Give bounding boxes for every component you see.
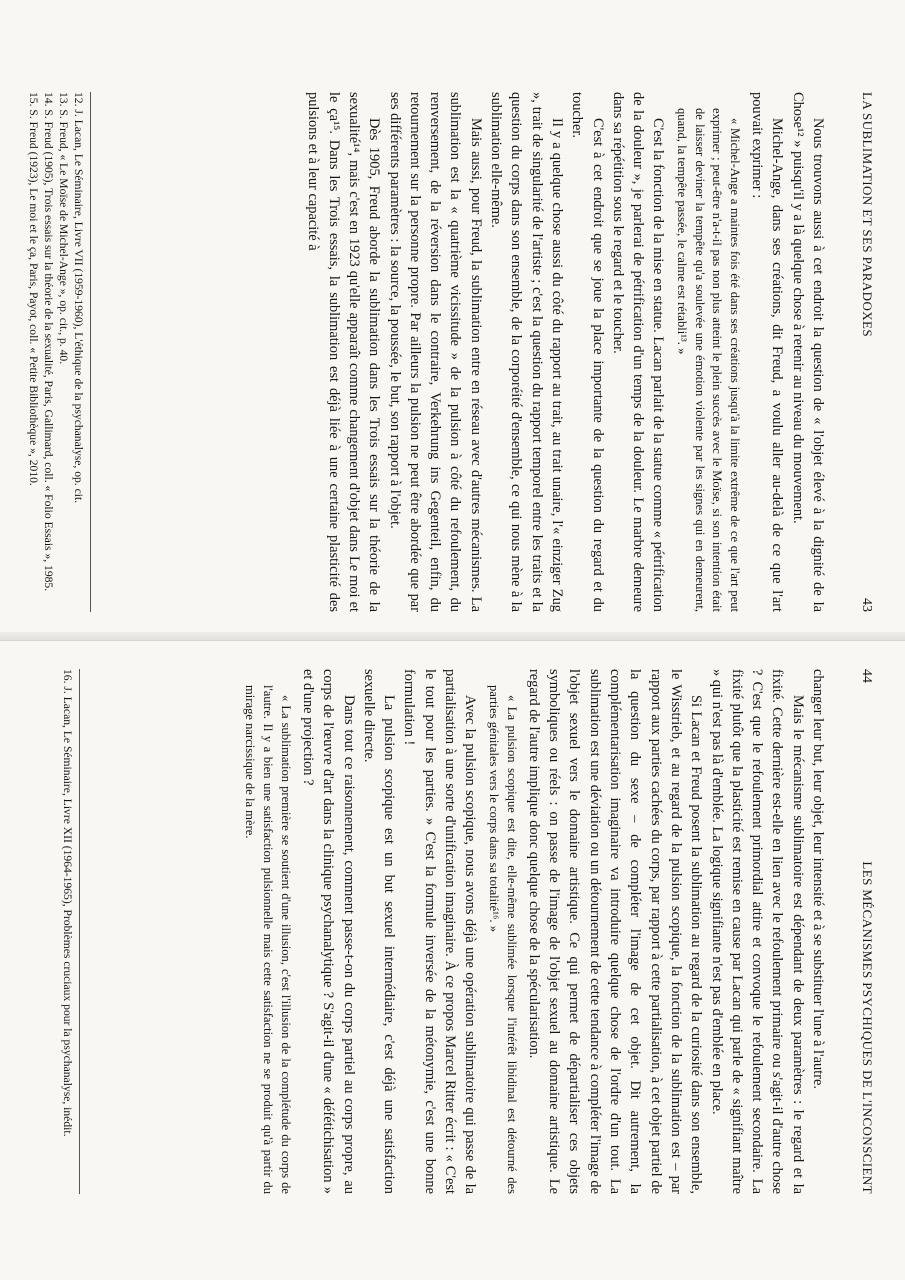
- paragraph: C'est la fonction de la mise en statue. Lacan parlait de la statue comme « pétrification de la douleur », je parlerai de pétrification d'un temps de la douleur. Le marbre demeure dans sa répétition sous le regard et le toucher.: [609, 92, 667, 612]
- paragraph: Mais le mécanisme sublimatoire est dépendant de deux paramètres : le regard et la fixité. Cette dernière est-elle en lien avec le refoulement primaire ou s'agit-il d'autre chose ? C'est que le refoulement primordial attire et convoque le refoulement secondaire. La fixité plutôt que la plasticité est remise en cause par Lacan qui parle de « signifiant maître » qui n'est pas là d'emblée. La logique signifiante n'est pas d'emblée en place.: [708, 669, 806, 1194]
- paragraph: Michel-Ange, dans ses créations, dit Freud, a voulu aller au-delà de ce que l'art pouvait exprimer :: [749, 92, 786, 612]
- body-text: [241, 669, 828, 1194]
- paragraph: Avec la pulsion scopique, nous avons déjà une opération sublimatoire qui passe de la partialisation à une sorte d'unification imaginaire. À ce propos Marcel Ritter écrit : « C'est le tout pour les parties. » C'est la formule inversée de la métonymie, c'est une bonne formulation !: [401, 669, 479, 1194]
- running-head: [858, 669, 875, 1194]
- footnotes: [26, 92, 91, 612]
- paragraph: La pulsion scopique est un but sexuel intermédiaire, c'est déjà une satisfaction sexuelle directe.: [360, 669, 398, 1194]
- footnote: 12. J. Lacan, Le Séminaire, Livre VII (1959-1960), L'éthique de la psychanalyse, op. cit.: [72, 92, 85, 504]
- paragraph: Si Lacan et Freud posent la sublimation au regard de la curiosité dans son ensemble, le Wisstrieb, et au regard de la pulsion scopique, la fonction de la sublimation est – par rapport aux parties cachées du corps, par rapport à cette partialisation, à cet objet partiel de la question du sexe – de compléter l'image de cet objet. Dit autrement, la complémentarisation imaginaire va introduire quelque chose de l'ordre d'un tout. La sublimation est une déviation ou un détournement de cette tendance à compléter l'image de l'objet sexuel vers le domaine artistique. Ce qui permet de départialiser ces objets symboliques ou réels : on passe de l'image de l'objet sexuel au domaine artistique. Le regard de l'autre implique donc quelque chose de la spécularisation.: [525, 669, 705, 1194]
- running-head-title: LES MÉCANISMES PSYCHIQUES DE L'INCONSCIENT: [860, 861, 875, 1194]
- quote-text: « Michel-Ange a maintes fois été dans ses créations jusqu'à la limite extrême de ce que l'art peut exprimer ; peut-être n'a-t-il pas non plus atteint le plein succès avec le Moïse, si son intention était de laisser deviner la tempête qu'a soulevée une émotion violente par les signes qui en demeurent, quand, la tempête passée, le calme est rétabli¹³. »: [675, 108, 742, 612]
- block-quote: [241, 669, 294, 1194]
- footnote: 13. S. Freud, « Le Moïse de Michel-Ange », op. cit., p. 40.: [57, 92, 70, 365]
- footnote: 16. J. Lacan, Le Séminaire, Livre XII (1964-1965), Problèmes cruciaux pour la psychanalyse, inédit.: [61, 669, 74, 1137]
- running-head: [858, 92, 875, 612]
- paragraph: changer leur but, leur objet, leur intensité et à se substituer l'une à l'autre.: [810, 669, 826, 1089]
- footnote: 15. S. Freud (1923), Le moi et le ça, Paris, Payot, coll. « Petite Bibliothèque », 2010.: [27, 92, 40, 486]
- paragraph: Nous trouvons aussi à cet endroit la question de « l'objet élevé à la dignité de la Chose¹² » puisqu'il y a là quelque chose à retenir au niveau du mouvement.: [789, 92, 826, 612]
- footnotes: [60, 669, 80, 1194]
- paragraph: C'est à cet endroit que se joue la place importante de la question du regard et du toucher.: [569, 92, 606, 612]
- page-number: 44: [859, 669, 874, 683]
- body-text: [303, 92, 828, 612]
- paragraph: Dès 1905, Freud aborde la sublimation dans les Trois essais sur la théorie de la sexualité¹⁴, mais c'est en 1923 qu'elle apparaît comme changement d'objet dans Le moi et le ça¹⁵. Dans les Trois essais, la sublimation est déjà liée à une certaine plasticité des pulsions et à leur capacité à: [305, 92, 383, 612]
- running-head-title: LA SUBLIMATION ET SES PARADOXES: [860, 92, 875, 337]
- quote-text: « La sublimation première se soutient d'une illusion, c'est l'illusion de la complétude du corps de l'autre. Il y a bien une satisfaction pulsionnelle mais cette satisfaction ne se produit qu'à partir du mirage narcissique de la mère.: [243, 685, 293, 1194]
- paragraph: Il y a quelque chose aussi du côté du rapport au trait, au trait unaire, l'« einziger Zug », trait de singularité de l'artiste ; c'est la question du rapport temporel entre les traits et la question du corps dans son ensemble, de la corporéité d'ensemble, ce qui nous mène à la sublimation elle-même.: [488, 92, 565, 612]
- footnote: 14. S. Freud (1905), Trois essais sur la théorie de la sexualité, Paris, Gallimard, coll. « Folio Essais », 1985.: [42, 92, 55, 592]
- right-page: [0, 640, 905, 1280]
- quote-text: « La pulsion scopique est dite, elle-même sublimée lorsque l'intérêt libidinal est détourné des parties génitales vers le corps dans sa totalité¹⁶. »: [486, 685, 519, 1194]
- paragraph: Mais aussi, pour Freud, la sublimation entre en réseau avec d'autres mécanismes. La sublimation est la « quatrième vicissitude » de la pulsion à côté du refoulement, du renversement, de la réversion dans le contraire, Verkehrung ins Gegenteil, enfin, du retournement sur la personne propre. Par ailleurs la pulsion ne peut être abordée que par ses différents paramètres : la source, la poussée, le but, son rapport à l'objet.: [386, 92, 484, 612]
- block-quote: [672, 92, 742, 612]
- page-number: 43: [859, 598, 874, 612]
- block-quote: [484, 669, 519, 1194]
- paragraph: Dans tout ce raisonnement, comment passe-t-on du corps partiel au corps propre, au corps de l'œuvre d'art dans la clinique psychanalytique ? S'agit-il d'une « défétichisation » et d'une projection ?: [299, 669, 357, 1194]
